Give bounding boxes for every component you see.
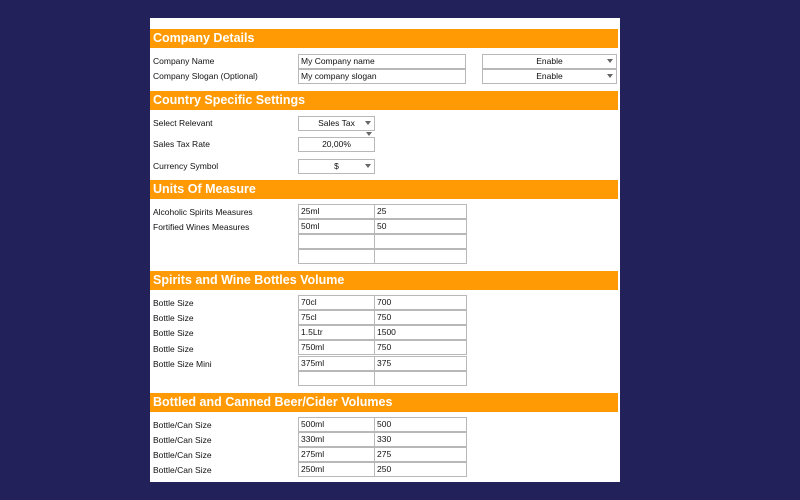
- units-of-measure-header: Units Of Measure: [150, 180, 618, 199]
- company-name-label: Company Name: [153, 56, 215, 66]
- country-settings-header: Country Specific Settings: [150, 91, 618, 110]
- select-relevant-label: Select Relevant: [153, 118, 213, 128]
- spirits-value-cell[interactable]: 700: [374, 295, 467, 310]
- currency-symbol-dropdown[interactable]: [298, 159, 375, 174]
- company-details-header: Company Details: [150, 29, 618, 48]
- spirits-row-label: Bottle Size: [153, 298, 194, 308]
- beer-row-label: Bottle/Can Size: [153, 465, 212, 475]
- caret-down-icon: [365, 164, 371, 168]
- beer-value-cell[interactable]: 250: [374, 462, 467, 477]
- spirits-size-cell[interactable]: 1.5Ltr: [298, 325, 375, 340]
- spirits-row-label: Bottle Size: [153, 328, 194, 338]
- spirits-value-cell[interactable]: 375: [374, 356, 467, 371]
- units-row-label: Fortified Wines Measures: [153, 222, 250, 232]
- spirits-value-cell[interactable]: 1500: [374, 325, 467, 340]
- currency-symbol-label: Currency Symbol: [153, 161, 219, 171]
- beer-size-cell[interactable]: 275ml: [298, 447, 375, 462]
- spirits-value-cell[interactable]: [374, 371, 467, 386]
- spirits-size-cell[interactable]: 750ml: [298, 340, 375, 355]
- company-name-toggle-dropdown[interactable]: [482, 54, 617, 69]
- caret-down-icon: [607, 59, 613, 63]
- spirits-size-cell[interactable]: [298, 371, 375, 386]
- sales-tax-rate-field[interactable]: 20,00%: [298, 137, 375, 152]
- company-slogan-toggle-value: Enable: [536, 71, 563, 81]
- beer-value-cell[interactable]: 330: [374, 432, 467, 447]
- beer-size-cell[interactable]: 330ml: [298, 432, 375, 447]
- units-value-cell[interactable]: [374, 249, 467, 264]
- company-slogan-toggle-dropdown[interactable]: [482, 69, 617, 84]
- units-value-cell[interactable]: 50: [374, 219, 467, 234]
- beer-cider-header: Bottled and Canned Beer/Cider Volumes: [150, 393, 618, 412]
- units-row-label: Alcoholic Spirits Measures: [153, 207, 253, 217]
- spirits-size-cell[interactable]: 375ml: [298, 356, 375, 371]
- beer-value-cell[interactable]: 500: [374, 417, 467, 432]
- units-measure-cell[interactable]: [298, 234, 375, 249]
- settings-sheet: [150, 18, 620, 482]
- sales-tax-dropdown[interactable]: [298, 116, 375, 131]
- company-slogan-field[interactable]: My company slogan: [298, 69, 466, 84]
- units-measure-cell[interactable]: 50ml: [298, 219, 375, 234]
- sales-tax-dropdown-value: Sales Tax: [318, 118, 355, 128]
- units-measure-cell[interactable]: 25ml: [298, 204, 375, 219]
- spirits-size-cell[interactable]: 75cl: [298, 310, 375, 325]
- units-measure-cell[interactable]: [298, 249, 375, 264]
- spirits-value-cell[interactable]: 750: [374, 310, 467, 325]
- caret-down-icon: [607, 74, 613, 78]
- beer-row-label: Bottle/Can Size: [153, 450, 212, 460]
- beer-row-label: Bottle/Can Size: [153, 435, 212, 445]
- caret-down-icon: [366, 132, 372, 136]
- spirits-size-cell[interactable]: 70cl: [298, 295, 375, 310]
- units-value-cell[interactable]: [374, 234, 467, 249]
- beer-size-cell[interactable]: 500ml: [298, 417, 375, 432]
- spirits-row-label: Bottle Size: [153, 313, 194, 323]
- sales-tax-rate-label: Sales Tax Rate: [153, 139, 211, 149]
- spirits-value-cell[interactable]: 750: [374, 340, 467, 355]
- company-slogan-label: Company Slogan (Optional): [153, 71, 258, 81]
- currency-symbol-value: $: [334, 161, 339, 171]
- beer-row-label: Bottle/Can Size: [153, 420, 212, 430]
- beer-size-cell[interactable]: 250ml: [298, 462, 375, 477]
- beer-value-cell[interactable]: 275: [374, 447, 467, 462]
- spirits-row-label: Bottle Size: [153, 344, 194, 354]
- spirits-row-label: Bottle Size Mini: [153, 359, 212, 369]
- company-name-field[interactable]: My Company name: [298, 54, 466, 69]
- spirits-wine-header: Spirits and Wine Bottles Volume: [150, 271, 618, 290]
- company-name-toggle-value: Enable: [536, 56, 563, 66]
- units-value-cell[interactable]: 25: [374, 204, 467, 219]
- caret-down-icon: [365, 121, 371, 125]
